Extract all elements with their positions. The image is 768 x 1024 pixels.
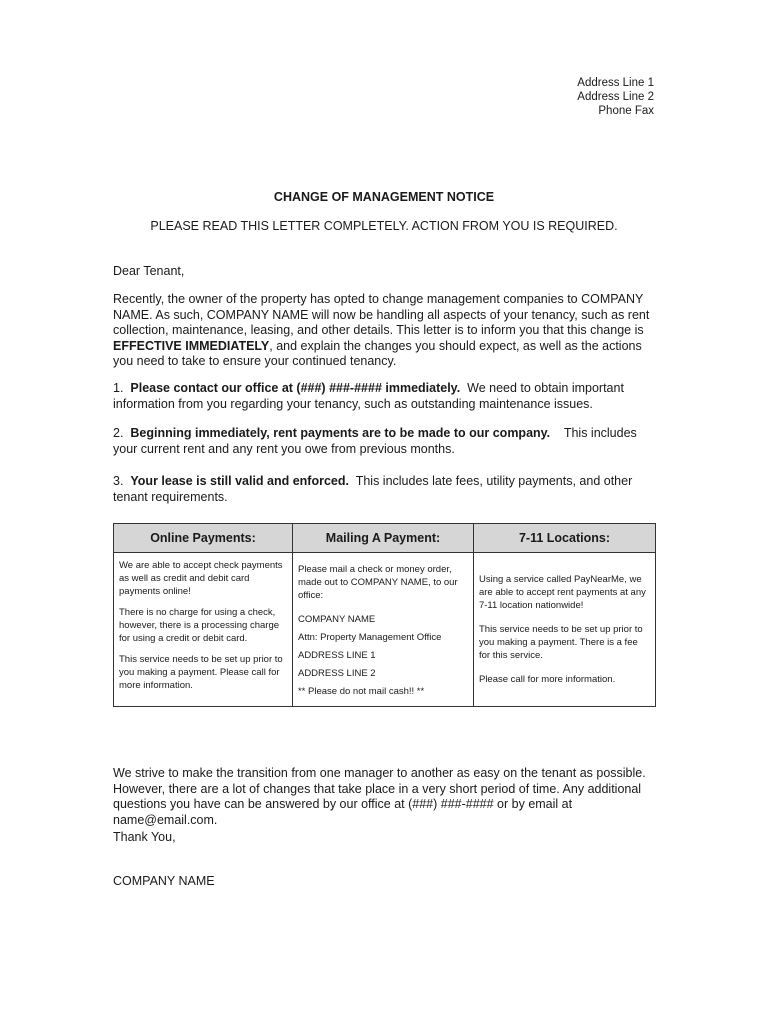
online-text-3: This service needs to be set up prior to you making a payment. Please call for more information.	[119, 654, 283, 691]
header-mailing-payment: Mailing A Payment:	[292, 524, 473, 553]
mail-company-name: COMPANY NAME	[297, 614, 376, 625]
item-1-number: 1.	[113, 381, 124, 395]
item-2	[113, 426, 658, 457]
notice-title: CHANGE OF MANAGEMENT NOTICE	[273, 190, 495, 204]
mail-no-cash-warning: ** Please do not mail cash!! **	[297, 686, 425, 697]
online-payments-cell	[114, 553, 293, 707]
online-text-2: There is no charge for using a check, however, there is a processing charge for using a credit or debit card.	[119, 607, 280, 644]
item-1	[113, 381, 658, 412]
item-3	[113, 474, 658, 505]
intro-bold: EFFECTIVE IMMEDIATELY	[113, 338, 270, 353]
intro-paragraph	[113, 292, 658, 370]
item-1-bold: Please contact our office at (###) ###-#### immediately.	[130, 381, 461, 395]
item-2-number: 2.	[113, 426, 124, 440]
mail-address-line-2: ADDRESS LINE 2	[297, 668, 376, 679]
header-7-11-locations: 7-11 Locations:	[473, 524, 655, 553]
item-2-bold: Beginning immediately, rent payments are to be made to our company.	[130, 426, 551, 440]
sign-off: Thank You,	[113, 830, 176, 844]
salutation: Dear Tenant,	[113, 264, 185, 278]
intro-text-1: Recently, the owner of the property has opted to change management companies to COMPANY NAME. As such, COMPANY NAME will now be handling all aspects of your tenancy, such as rent collection, maintenance, leasing, and other details. This letter is to inform you that this change is	[113, 292, 650, 337]
seven-eleven-text-3: Please call for more information.	[478, 674, 616, 685]
phone-fax: Phone Fax	[598, 105, 654, 117]
sender-address	[577, 76, 654, 118]
mailing-payment-cell	[292, 553, 473, 707]
table-body-row	[114, 553, 656, 707]
notice-subtitle: PLEASE READ THIS LETTER COMPLETELY. ACTION FROM YOU IS REQUIRED.	[150, 219, 618, 233]
item-3-bold: Your lease is still valid and enforced.	[130, 474, 349, 488]
item-3-number: 3.	[113, 474, 124, 488]
address-line-2: Address Line 2	[577, 91, 654, 103]
mail-intro: Please mail a check or money order, made out to COMPANY NAME, to our office:	[297, 564, 458, 601]
seven-eleven-text-1: Using a service called PayNearMe, we are able to accept rent payments at any 7-11 location nationwide!	[478, 574, 646, 611]
intro-text-2: , and explain the changes you should expect, as well as the actions you need to take to ensure your continued tenancy.	[113, 338, 642, 368]
closing-paragraph: We strive to make the transition from one manager to another as easy on the tenant as possible. However, there are a lot of changes that take place in a very short period of time. Any additional questions you have can be answered by our office at (###) ###-#### or by email at name@email.com.	[113, 766, 646, 827]
signature: COMPANY NAME	[113, 874, 215, 888]
payment-options-table	[113, 523, 656, 707]
item-3-text: This includes late fees, utility payments, and other tenant requirements.	[113, 474, 633, 504]
mail-address-line-1: ADDRESS LINE 1	[297, 650, 376, 661]
item-1-text: We need to obtain important information from you regarding your tenancy, such as outstanding maintenance issues.	[113, 381, 624, 411]
mail-attn: Attn: Property Management Office	[297, 632, 442, 643]
header-online-payments: Online Payments:	[114, 524, 293, 553]
seven-eleven-cell	[473, 553, 655, 707]
address-line-1: Address Line 1	[577, 77, 654, 89]
table-header-row	[114, 524, 656, 553]
online-text-1: We are able to accept check payments as well as credit and debit card payments online!	[119, 560, 283, 597]
seven-eleven-text-2: This service needs to be set up prior to you making a payment. There is a fee for this service.	[478, 624, 643, 661]
item-2-text: This includes your current rent and any rent you owe from previous months.	[113, 426, 637, 456]
